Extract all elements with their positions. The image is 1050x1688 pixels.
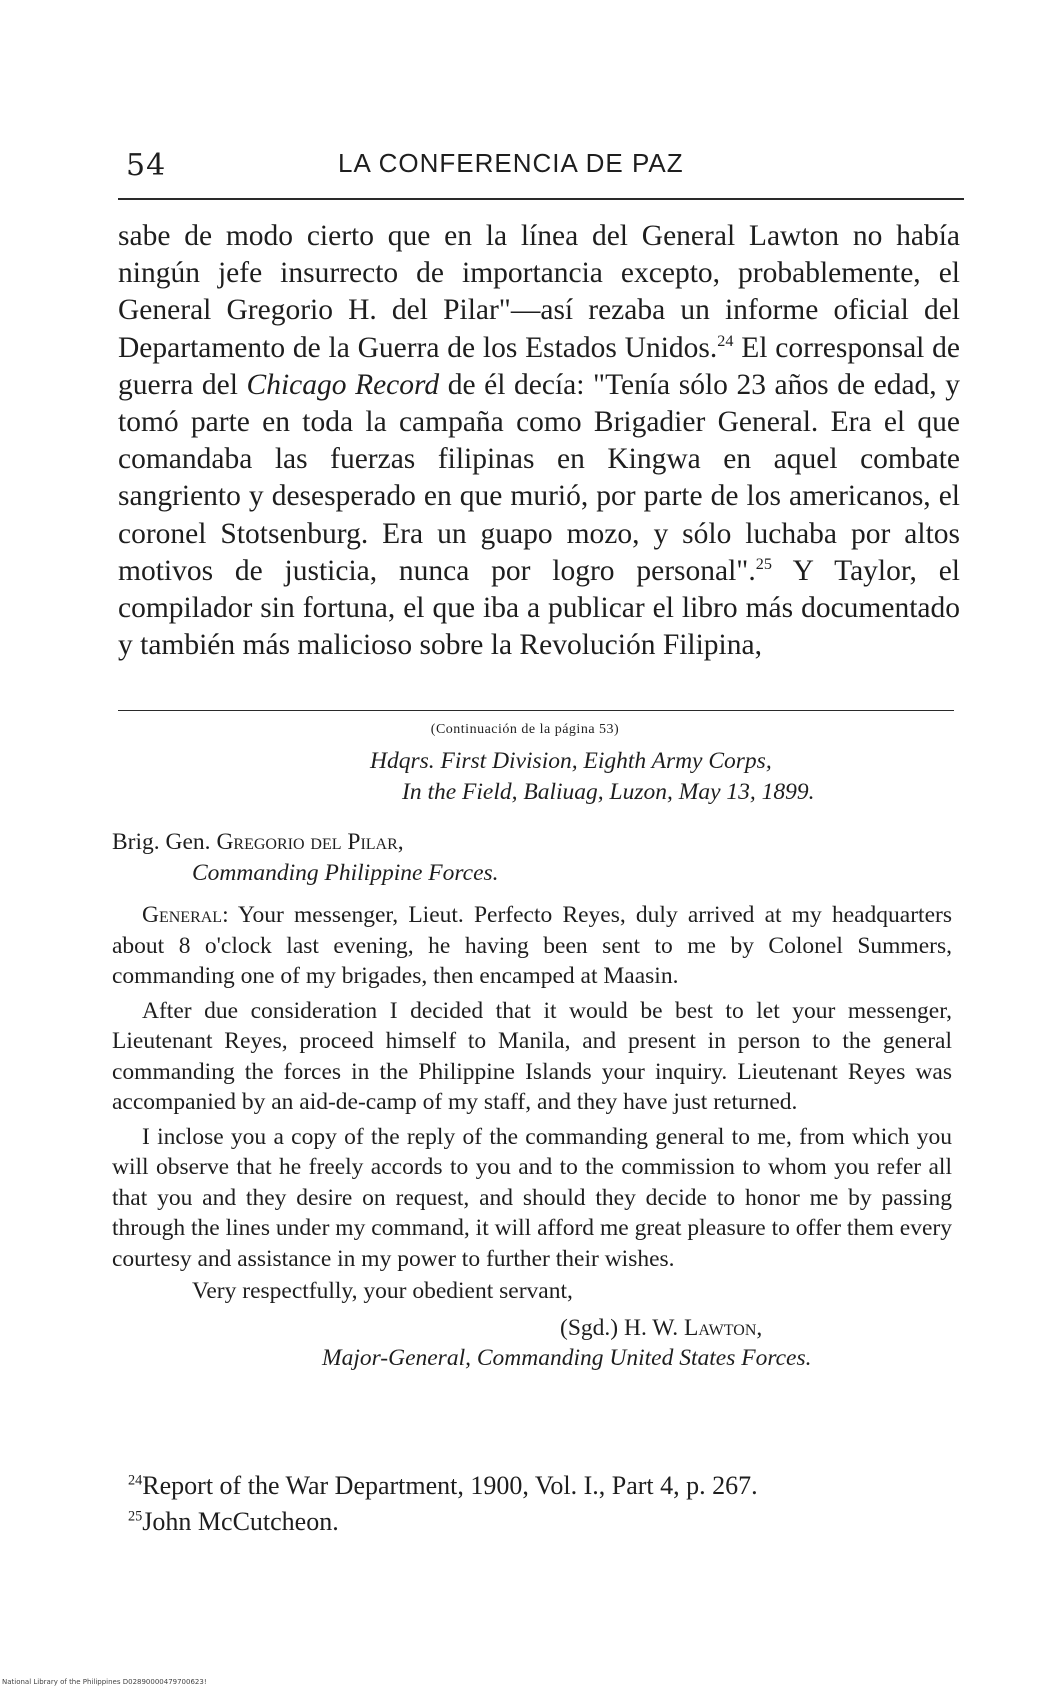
footnotes bbox=[128, 1468, 958, 1540]
addressee-rank: Brig. Gen. bbox=[112, 829, 217, 855]
signature-name-b: Lawton, bbox=[684, 1314, 763, 1341]
signature-name-a: (Sgd.) H. W. bbox=[560, 1314, 685, 1341]
letter-paragraph-3: I inclose you a copy of the reply of the commanding general to me, from which you will observe that he freely accords to you and to the commission to whom you refer all that you and they desire on request, and should they decide to honor me by passing through the lines under my command, it will afford me great pleasure to offer them every courtesy and assistance in my power to further their wishes. bbox=[112, 1123, 952, 1272]
addressee-title: Commanding Philippine Forces. bbox=[192, 859, 499, 886]
footnote-number: 24 bbox=[128, 1472, 143, 1489]
letter-paragraph-1-text: : Your messenger, Lieut. Perfecto Reyes, duly arrived at my headquarters about 8 o'clock last evening, he having been sent to me by Colonel Summers, commanding one of my brigades, then encamped at Maasin. bbox=[112, 902, 952, 989]
letter-closing: Very respectfully, your obedient servant, bbox=[192, 1278, 573, 1304]
body-text-c: de él decía: "Tenía sólo 23 años de edad, y tomó parte en toda la campaña como Brigadier General. Era el que comandaba las fuerzas filipinas en Kingwa en aquel combate sangriento y desesperado en que murió, por parte de los americanos, el coronel Stotsenburg. Era un guapo mozo, y sólo luchaba por altos motivos de justicia, nunca por logro personal". bbox=[118, 368, 961, 587]
footnote-25 bbox=[128, 1504, 958, 1540]
addressee-name: Gregorio del Pilar, bbox=[216, 829, 404, 855]
letter-heading-line-2: In the Field, Baliuag, Luzon, May 13, 1899. bbox=[402, 778, 815, 805]
footnote-24 bbox=[128, 1468, 958, 1504]
body-text-a: sabe de modo cierto que en la línea del General Lawton no había ningún jefe insurrecto de importancia excepto, probablemente, el General Gregorio H. del Pilar"—así rezaba un informe oficial del Departamento de la Guerra de los Estados Unidos. bbox=[118, 220, 960, 364]
addressee bbox=[112, 827, 952, 858]
continuation-note: (Continuación de la página 53) bbox=[430, 722, 620, 737]
header-rule bbox=[118, 198, 964, 200]
scan-credit: National Library of the Philippines D02890000479700623! bbox=[2, 1678, 207, 1686]
body-paragraph bbox=[118, 218, 960, 664]
body-text-b: El corresponsal de guerra del bbox=[118, 331, 960, 401]
running-head: LA CONFERENCIA DE PAZ bbox=[338, 148, 684, 178]
newspaper-title: Chicago Record bbox=[246, 368, 440, 401]
footnote-text: Report of the War Department, 1900, Vol. I., Part 4, p. 267. bbox=[142, 1471, 758, 1500]
signature bbox=[112, 1313, 952, 1344]
letter-heading-line-1: Hdqrs. First Division, Eighth Army Corps, bbox=[370, 748, 772, 774]
footnote-number: 25 bbox=[128, 1508, 143, 1525]
page-number: 54 bbox=[126, 148, 167, 183]
letter-paragraph-1 bbox=[112, 900, 952, 992]
section-rule bbox=[118, 710, 954, 711]
main-text bbox=[118, 218, 960, 664]
page-header bbox=[126, 148, 966, 192]
signature-title: Major-General, Commanding United States Forces. bbox=[322, 1345, 812, 1371]
footnote-text: John McCutcheon. bbox=[142, 1507, 339, 1536]
letter-paragraph-2: After due consideration I decided that it would be best to let your messenger, Lieutenant Reyes, proceed himself to Manila, and present in person to the general commanding the forces in the Philippine Islands your inquiry. Lieutenant Reyes was accompanied by an aid-de-camp of my staff, and they have just returned. bbox=[112, 997, 952, 1115]
footnote-ref-25: 25 bbox=[755, 555, 772, 573]
footnote-ref-24: 24 bbox=[717, 331, 734, 350]
body-text-d: Y Taylor, el compilador sin fortuna, el que iba a publicar el libro más documentado y también más malicioso sobre la Revolución Filipina, bbox=[118, 554, 960, 662]
letter-block bbox=[112, 746, 952, 1374]
salutation: General bbox=[142, 902, 223, 928]
